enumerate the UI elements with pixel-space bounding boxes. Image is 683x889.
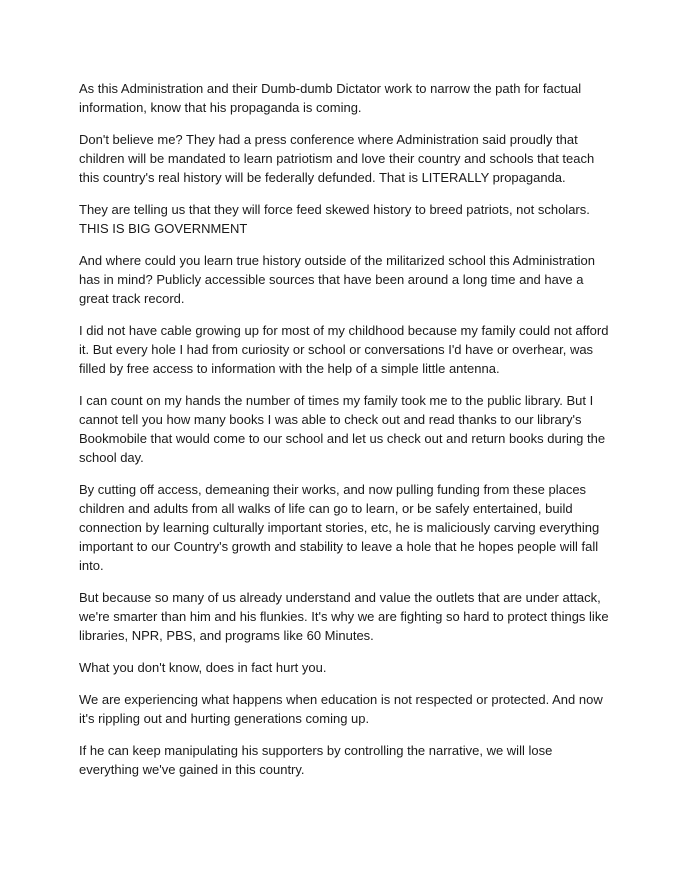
paragraph-7: By cutting off access, demeaning their works, and now pulling funding from these places children and adults from all walks of life can go to learn, or be safely entertained, build connection by learning culturally important stories, etc, he is maliciously carving everything important to our Country's growth and stability to leave a hole that he hopes people will fall into. xyxy=(79,482,600,573)
paragraph-4: And where could you learn true history outside of the militarized school this Administration has in mind? Publicly accessible sources that have been around a long time and have a great track record. xyxy=(79,253,595,306)
paragraph-3: They are telling us that they will force feed skewed history to breed patriots, not scholars. THIS IS BIG GOVERNMENT xyxy=(79,202,590,236)
paragraph-8: But because so many of us already understand and value the outlets that are under attack, we're smarter than him and his flunkies. It's why we are fighting so hard to protect things like libraries, NPR, PBS, and programs like 60 Minutes. xyxy=(79,590,609,643)
paragraph-9: What you don't know, does in fact hurt you. xyxy=(79,660,327,675)
paragraph-5: I did not have cable growing up for most of my childhood because my family could not afford it. But every hole I had from curiosity or school or conversations I'd have or overhear, was filled by free access to information with the help of a simple little antenna. xyxy=(79,323,609,376)
paragraph-6: I can count on my hands the number of times my family took me to the public library. But I cannot tell you how many books I was able to check out and read thanks to our library's Bookmobile that would come to our school and let us check out and return books during the school day. xyxy=(79,393,606,465)
document-body xyxy=(79,79,609,792)
paragraph-2: Don't believe me? They had a press conference where Administration said proudly that children will be mandated to learn patriotism and love their country and schools that teach this country's real history will be federally defunded. That is LITERALLY propaganda. xyxy=(79,132,595,185)
paragraph-1: As this Administration and their Dumb-dumb Dictator work to narrow the path for factual information, know that his propaganda is coming. xyxy=(79,81,582,115)
paragraph-11: If he can keep manipulating his supporters by controlling the narrative, we will lose everything we've gained in this country. xyxy=(79,743,553,777)
paragraph-10: We are experiencing what happens when education is not respected or protected. And now it's rippling out and hurting generations coming up. xyxy=(79,692,603,726)
